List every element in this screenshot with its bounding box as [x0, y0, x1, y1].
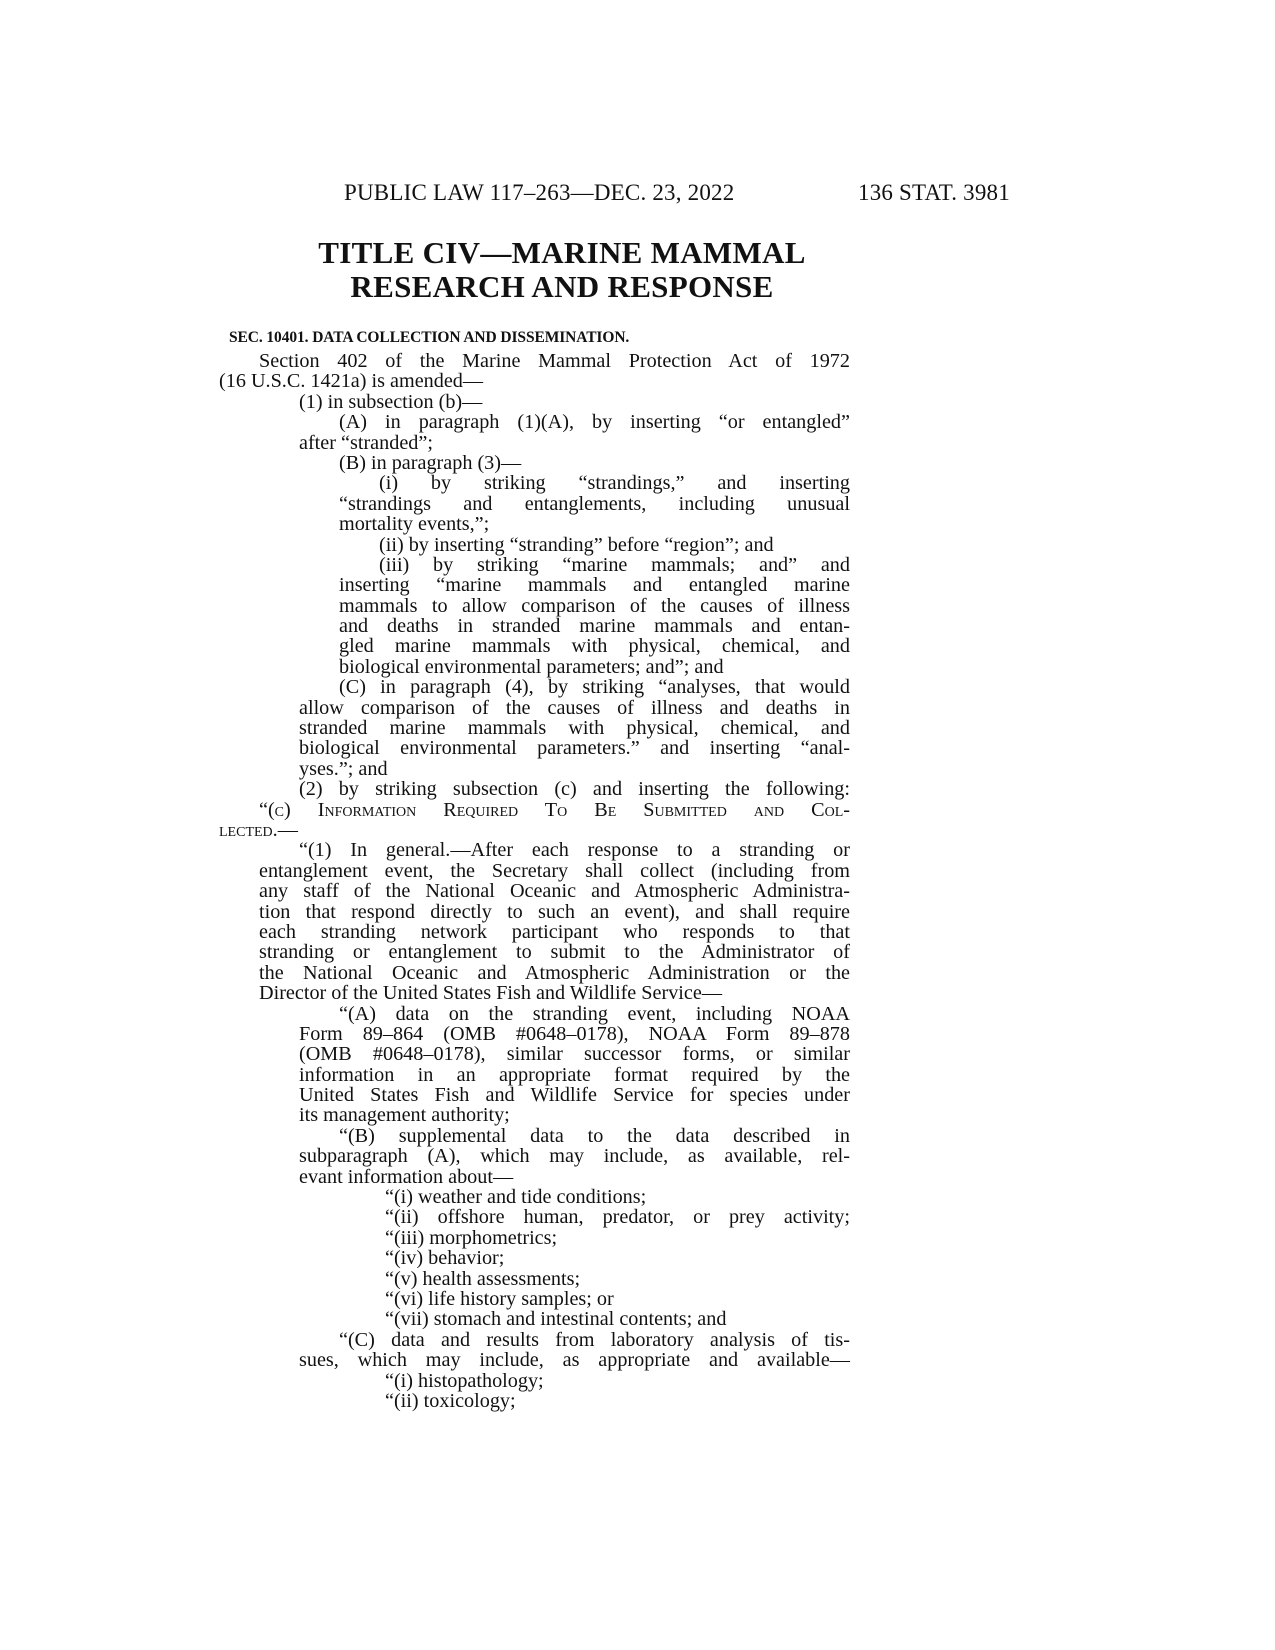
- text-line: after “stranded”;: [299, 431, 433, 454]
- text-line: mammals to allow comparison of the causes of illness: [339, 594, 850, 617]
- text-line: the National Oceanic and Atmospheric Administration or the: [259, 961, 850, 984]
- text-line: information in an appropriate format required by the: [299, 1063, 850, 1086]
- text-line: United States Fish and Wildlife Service for species under: [299, 1084, 850, 1107]
- text-line: (16 U.S.C. 1421a) is amended—: [219, 370, 484, 393]
- text-line: (A) in paragraph (1)(A), by inserting “or entangled”: [339, 411, 850, 434]
- text-line: (iii) by striking “marine mammals; and” and: [379, 553, 850, 576]
- section-heading: SEC. 10401. DATA COLLECTION AND DISSEMINATION.: [229, 329, 630, 346]
- page-number: 136 STAT. 3981: [858, 180, 1010, 205]
- list-item: “(vii) stomach and intestinal contents; and: [385, 1308, 727, 1331]
- text-line: sues, which may include, as appropriate and available—: [299, 1349, 850, 1372]
- section-body: [0, 351, 1275, 1411]
- text-line: any staff of the National Oceanic and Atmospheric Administra-: [259, 880, 850, 903]
- subsection-heading-cont: lected.—: [219, 818, 298, 841]
- list-item: “(ii) offshore human, predator, or prey activity;: [385, 1206, 850, 1229]
- text-line: (1) in subsection (b)—: [299, 390, 483, 413]
- text-line: allow comparison of the causes of illness and deaths in: [299, 696, 850, 719]
- text-line: “(1) In general.—After each response to a stranding or: [299, 839, 850, 862]
- title-line-2: RESEARCH AND RESPONSE: [350, 269, 774, 304]
- title-heading: [264, 236, 860, 304]
- list-item: “(i) histopathology;: [385, 1369, 544, 1392]
- text-line: “(C) data and results from laboratory analysis of tis-: [339, 1328, 850, 1351]
- text-line: mortality events,”;: [339, 513, 490, 536]
- text-line: inserting “marine mammals and entangled marine: [339, 574, 850, 597]
- text-line: Section 402 of the Marine Mammal Protection Act of 1972: [259, 350, 850, 372]
- text-line: gled marine mammals with physical, chemical, and: [339, 635, 850, 658]
- text-line: tion that respond directly to such an event), and shall require: [259, 900, 850, 923]
- text-line: Form 89–864 (OMB #0648–0178), NOAA Form 89–878: [299, 1022, 850, 1045]
- text-line: stranding or entanglement to submit to the Administrator of: [259, 941, 850, 964]
- text-line: “(B) supplemental data to the data described in: [339, 1124, 850, 1147]
- list-item: “(vi) life history samples; or: [385, 1287, 614, 1310]
- running-header-left: PUBLIC LAW 117–263—DEC. 23, 2022: [344, 180, 735, 205]
- list-item: “(iv) behavior;: [385, 1247, 505, 1270]
- text-line: “strandings and entanglements, including unusual: [339, 492, 850, 515]
- text-line: “(A) data on the stranding event, including NOAA: [339, 1002, 850, 1025]
- text-line: evant information about—: [299, 1165, 514, 1188]
- text-line: subparagraph (A), which may include, as available, rel-: [299, 1145, 850, 1168]
- text-line: (B) in paragraph (3)—: [339, 451, 522, 474]
- list-item: “(i) weather and tide conditions;: [385, 1186, 647, 1209]
- text-line: (C) in paragraph (4), by striking “analyses, that would: [339, 676, 850, 699]
- title-line-1: TITLE CIV—MARINE MAMMAL: [318, 235, 806, 270]
- text-line: biological environmental parameters.” and inserting “anal-: [299, 737, 850, 760]
- text-line: (2) by striking subsection (c) and inserting the following:: [299, 778, 850, 801]
- text-line: entanglement event, the Secretary shall collect (including from: [259, 859, 850, 882]
- text-line: (i) by striking “strandings,” and inserting: [379, 472, 850, 495]
- text-line: Director of the United States Fish and Wildlife Service—: [259, 982, 723, 1005]
- text-line: biological environmental parameters; and”; and: [339, 655, 724, 678]
- text-line: and deaths in stranded marine mammals and entan-: [339, 615, 850, 638]
- text-line: (OMB #0648–0178), similar successor forms, or similar: [299, 1043, 850, 1066]
- list-item: “(iii) morphometrics;: [385, 1226, 558, 1249]
- text-line: its management authority;: [299, 1104, 510, 1127]
- list-item: “(ii) toxicology;: [385, 1389, 516, 1412]
- text-line: stranded marine mammals with physical, chemical, and: [299, 717, 850, 740]
- text-line: yses.”; and: [299, 757, 388, 780]
- text-line: (ii) by inserting “stranding” before “region”; and: [379, 533, 774, 556]
- subsection-heading: “(c) Information Required To Be Submitted and Col-: [259, 798, 850, 821]
- list-item: “(v) health assessments;: [385, 1267, 581, 1290]
- text-line: each stranding network participant who responds to that: [259, 920, 850, 943]
